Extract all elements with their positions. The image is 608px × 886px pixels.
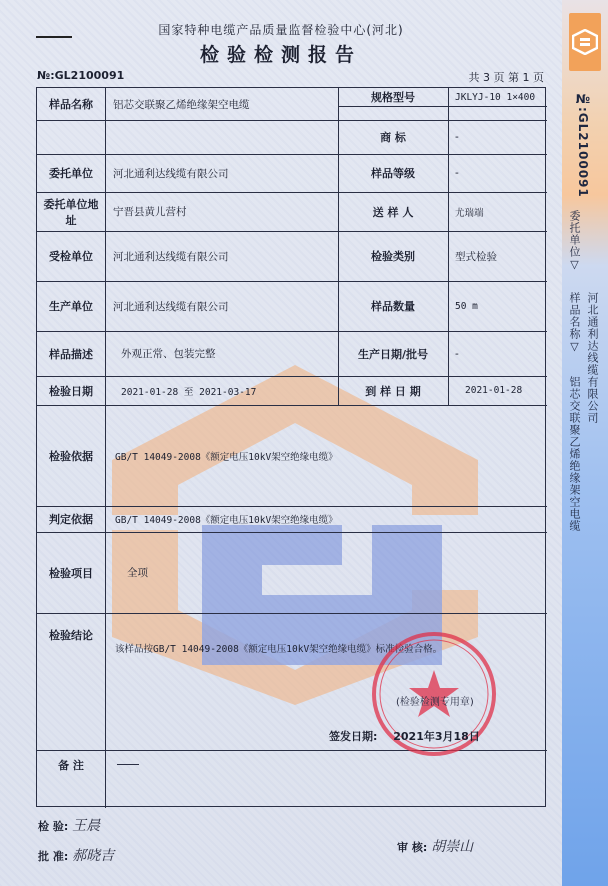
- label-sample-description: 样品描述: [49, 347, 93, 361]
- issue-date-label: 签发日期:: [329, 730, 378, 743]
- strip-client-label: 委托单位▽: [568, 210, 581, 272]
- approver-label: 批 准:: [38, 850, 69, 863]
- value-sample-description: 外观正常、包装完整: [121, 348, 216, 360]
- label-sample-quantity: 样品数量: [371, 300, 415, 313]
- value-trademark: -: [455, 131, 459, 143]
- strip-sample-value: 铝芯交联聚乙烯绝缘架空电缆: [568, 376, 581, 532]
- label-test-date: 检验日期: [49, 384, 93, 398]
- label-test-basis: 检验依据: [49, 449, 93, 463]
- value-judgment-basis: GB/T 14049-2008《额定电压10kV架空绝缘电缆》: [115, 515, 338, 526]
- reviewer-label: 审 核:: [397, 841, 428, 854]
- remarks-dash: [117, 764, 139, 765]
- reviewer-signature: 胡崇山: [431, 839, 474, 855]
- label-inspected-unit: 受检单位: [49, 250, 93, 263]
- inspector-signature: 王晨: [72, 818, 101, 834]
- strip-client-value: 河北通利达线缆有限公司: [586, 292, 599, 424]
- label-test-category: 检验类别: [371, 250, 415, 263]
- value-production-date: -: [455, 347, 459, 360]
- label-remarks: 备 注: [58, 759, 84, 772]
- value-conclusion: 该样品按GB/T 14049-2008《额定电压10kV架空绝缘电缆》标准检验合格。: [115, 644, 443, 655]
- label-test-items: 检验项目: [49, 566, 93, 580]
- label-trademark: 商 标: [380, 131, 406, 144]
- value-test-items: 全项: [127, 567, 148, 579]
- value-test-date: 2021-01-28 至 2021-03-17: [121, 386, 257, 398]
- reviewer-row: [397, 836, 473, 856]
- page-indicator: 共 3 页 第 1 页: [468, 71, 544, 84]
- strip-report-number: №:GL2100091: [576, 92, 590, 198]
- label-manufacturer: 生产单位: [49, 300, 93, 313]
- label-spec-model: 规格型号: [371, 91, 415, 104]
- label-submitter: 送 样 人: [372, 205, 414, 219]
- value-client: 河北通利达线缆有限公司: [113, 167, 229, 180]
- label-client: 委托单位: [49, 167, 93, 180]
- issuing-organization: 国家特种电缆产品质量监督检验中心(河北): [158, 23, 404, 37]
- label-conclusion: 检验结论: [49, 629, 93, 642]
- label-production-date: 生产日期/批号: [357, 347, 429, 361]
- value-client-address: 宁晋县黄儿营村: [113, 206, 187, 218]
- strip-logo-icon: [569, 13, 601, 71]
- inspector-row: [38, 815, 100, 835]
- inspector-label: 检 验:: [38, 820, 69, 833]
- approver-signature: 郝晓吉: [72, 848, 115, 864]
- value-test-category: 型式检验: [455, 250, 497, 263]
- issue-date: [329, 728, 480, 744]
- value-sample-name: 铝芯交联聚乙烯绝缘架空电缆: [113, 98, 250, 111]
- value-submitter: 尤瑞端: [455, 207, 484, 219]
- value-manufacturer: 河北通利达线缆有限公司: [113, 300, 229, 313]
- label-sample-grade: 样品等级: [371, 167, 415, 180]
- label-judgment-basis: 判定依据: [49, 513, 93, 526]
- value-sample-grade: -: [455, 167, 459, 179]
- label-sample-name: 样品名称: [49, 98, 93, 111]
- report-title: 检验检测报告: [199, 44, 362, 66]
- value-sample-quantity: 50 m: [455, 300, 478, 312]
- value-inspected-unit: 河北通利达线缆有限公司: [113, 250, 229, 263]
- value-arrival-date: 2021-01-28: [465, 385, 523, 396]
- side-strip: [562, 0, 608, 886]
- label-client-address: 委托单位地址: [43, 197, 99, 227]
- strip-sample-label: 样品名称▽: [568, 292, 581, 354]
- value-spec-model: JKLYJ-10 1×400: [455, 91, 536, 103]
- label-arrival-date: 到 样 日 期: [365, 384, 421, 398]
- report-number: №:GL2100091: [37, 69, 125, 82]
- seal-caption: (检验检测专用章): [396, 697, 474, 708]
- approver-row: [38, 845, 114, 865]
- issue-date-value: 2021年3月18日: [393, 730, 480, 743]
- value-test-basis: GB/T 14049-2008《额定电压10kV架空绝缘电缆》: [115, 451, 338, 463]
